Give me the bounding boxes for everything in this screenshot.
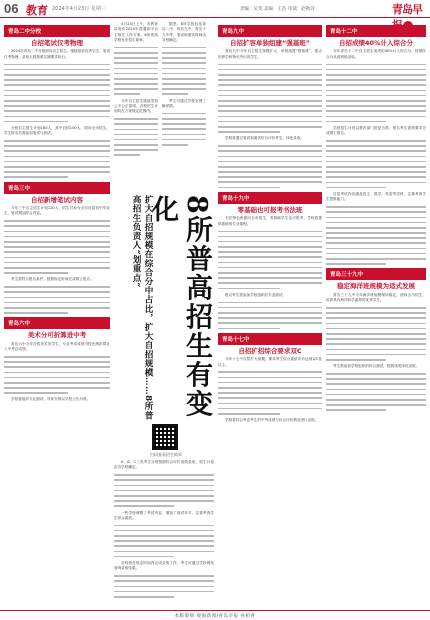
article-paragraph: 青岛六中今年自招美术类学生，专业考试成绩可按比例折算计入中考总成绩。 [4,341,110,352]
intro-paragraph: 今年自主招生继续坚持公平公正原则，各校招生计划均在方案规定范围内。 [114,98,158,114]
logo-text: 青岛早 [392,3,422,16]
article-paragraph: 今年十七中自招扩大规模，要求考生综合素质评价达到双C及以上。 [218,357,322,367]
article-paragraph: 青岛三十九中今年海洋班规模保持稳定，面向全市招生，培养具有海洋科学素养的优秀学生。 [326,292,426,303]
text-lines [218,145,322,188]
article-paragraph: 各校将在规定时间内完成录取工作，考生可通过学校网站查询录取结果。 [114,561,214,571]
text-lines [4,286,110,314]
article-headline: 自招笔试仅考物理 [31,39,83,47]
article-headline: 零基础也可报考书法班 [237,205,303,214]
article-paragraph: 考生需参加学校组织的综合测试，按照成绩择优录取。 [333,364,420,369]
publication-date: 2024年4月23日 星期三 [52,6,106,12]
text-lines [326,307,426,360]
text-lines [4,64,110,123]
column-right [326,22,426,610]
article-paragraph: 报名考生需参加学校组织的专业测试。 [225,292,287,297]
text-lines [4,356,110,394]
section-bar-school-4: 青岛九中 [218,25,322,37]
text-lines [218,231,322,290]
column-center-right [218,22,322,610]
editor-credits: 责编：吴雯 美编：王浩 审读：赵秋萍 [240,7,315,12]
article-paragraph: 书法特色班面向全市招生，零基础学生也可报考，学校将提供系统的专业课程。 [218,216,322,226]
article-paragraph: 自招考试内容涵盖语文、数学、英语等学科，注重考查学生思维能力。 [326,191,426,202]
article-headline: 自招扩容单独组建“强基班” [229,39,311,47]
column-left [4,22,110,610]
text-lines [114,118,158,156]
article-paragraph: A、B、C三类考生分别按照综合评价成绩录取，招生计划由各学校确定。 [114,460,214,470]
text-lines [326,373,426,411]
section-bar-school-8: 青岛三十九中 [326,268,426,280]
text-lines [218,302,322,330]
qr-caption: 扫码查看招生简章 [150,452,182,457]
page-number: 06 [4,1,19,16]
article-headline: 自招扩招综合要求双C [238,346,302,355]
intro-text-block [114,22,214,212]
section-bar-school-1: 青岛二中分校 [4,25,110,37]
article-paragraph: 学校将组织专业测试，具体安排以学校公告为准。 [11,397,91,402]
article-headline: 美术分可折算进中考 [27,331,87,340]
qr-code-icon[interactable] [152,424,178,450]
text-lines [114,525,214,558]
section-bar-school-7: 青岛十二中 [326,25,426,37]
text-lines [4,140,110,178]
feature-subtitle: 扩大自招规模在综合分中占比，扩大自招规模……8所普高招生负责人“划重点” [131,195,153,420]
article-headline: 自招新增笔试内容 [31,195,83,204]
intro-paragraph: 考生可通过学校官网了解详情。 [162,98,206,108]
text-lines [114,474,214,507]
intro-paragraph: 4月23日上午，市教育局发布2024年普通高中自主招生工作方案，8所普高学校发布招生简章。 [114,22,158,42]
masthead [0,0,430,18]
article-paragraph: 今年三中自主招生计划120人，招生对象为全市应届初中毕业生，笔试增加综合内容。 [4,206,110,216]
text-lines [162,47,206,95]
article-paragraph: 学校招生计划以教育部门批复为准，报名考生需按要求完成网上报名。 [326,125,426,136]
page-footer [0,610,430,620]
footer-credit: 本版策划 观海新闻/青岛早报 孙柏青 [174,614,256,619]
feature-title-block [147,195,213,420]
article-headline: 稳定海洋班规模为适式发展 [337,282,415,291]
article-paragraph: 一些学校调整了考试内容，增加了面试环节，注重考查学生综合素质。 [114,510,214,520]
article-paragraph: 学校将综合考虑考生的中考成绩与综合评价情况进行录取。 [225,418,319,423]
article-paragraph: 考生需符合报名条件，按照规定时间完成网上报名。 [11,277,94,282]
article-paragraph: 今年青岛十二中自主招生成绩的40%计入综合分，按照综合分从高到低录取。 [326,49,426,59]
text-lines [326,206,426,265]
intro-column-left [114,22,158,160]
section-bar-school-5: 青岛十九中 [218,192,322,204]
article-paragraph: 分校自主招生计划180人，其中自招100人，面向全市招生。学生报名后需参加笔试与面试。 [4,125,110,136]
section-bar-school-6: 青岛十七中 [218,333,322,345]
section-name: 教育 [26,4,48,17]
section-bar-school-3: 青岛六中 [4,317,110,329]
section-bar-school-2: 青岛三中 [4,182,110,194]
article-paragraph: 学校将通过笔试和面试综合评价考生，择优录取。 [225,136,305,141]
text-lines [162,113,206,146]
text-lines [218,371,322,414]
intro-paragraph: 据悉，8所学校包括青岛二中、青岛九中、青岛十九中等，笔试和面试时间由各校确定。 [162,22,206,42]
center-bottom-text [114,460,214,610]
article-paragraph: 2024年青岛二中分校面向自主招生，继续招收优秀学生，笔试仅考物理，录取人数按照名额要求执行。 [4,49,110,59]
text-lines [114,47,158,95]
text-lines [4,220,110,273]
intro-column-right [162,22,206,149]
article-paragraph: 青岛九中今年自主招生规模扩大，单独组建“强基班”，重点培养学科特长突出的学生。 [218,49,322,59]
text-lines [218,64,322,133]
text-lines [326,140,426,188]
text-lines [326,64,426,123]
text-lines [114,575,214,597]
article-headline: 自招成绩40%计入综合分 [338,39,414,47]
feature-title: 8所普高招生有变化 [147,195,212,419]
